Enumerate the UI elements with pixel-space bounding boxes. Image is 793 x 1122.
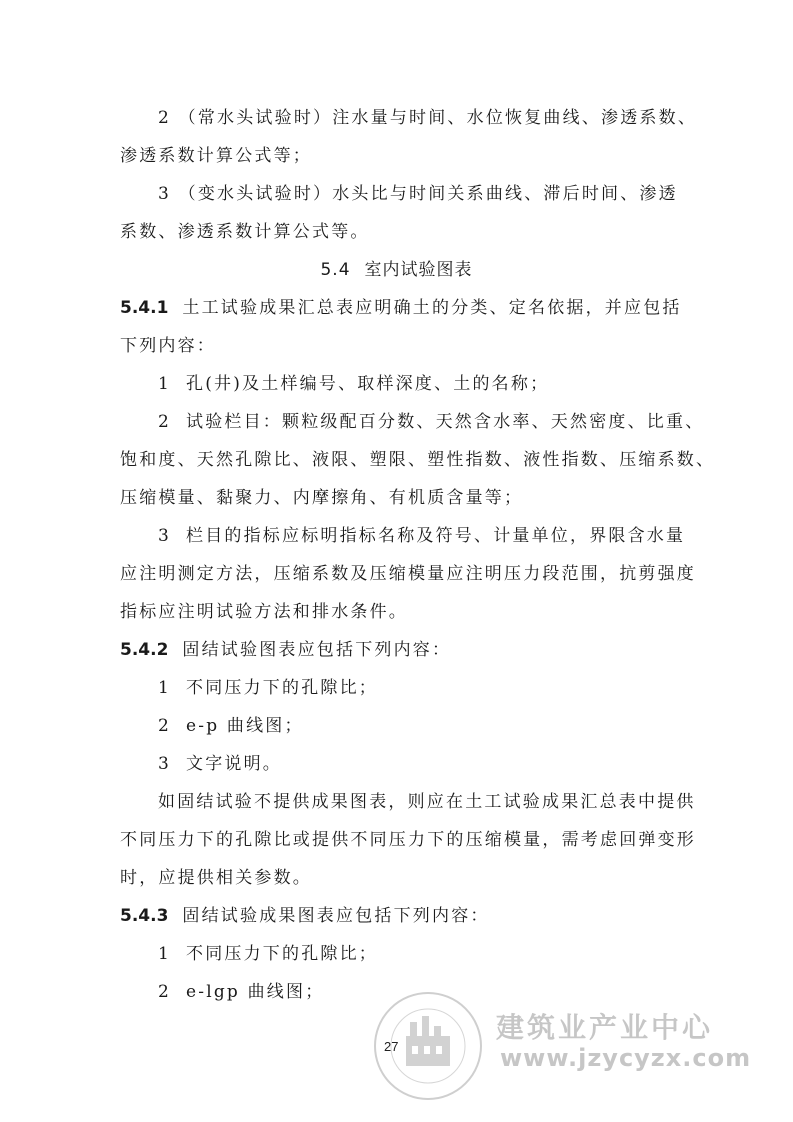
list-item [158, 753, 282, 775]
item-number: 2 [158, 982, 172, 1002]
clause-line [120, 905, 490, 927]
list-item [158, 525, 685, 547]
section-heading [0, 259, 793, 281]
text-line: 压缩模量、黏聚力、内摩擦角、有机质含量等； [120, 488, 524, 508]
page-number: 27 [384, 1039, 399, 1054]
clause-number: 5.4.1 [120, 298, 169, 318]
clause-number: 5.4.3 [120, 906, 169, 926]
clause-text: 固结试验成果图表应包括下列内容： [182, 906, 490, 926]
clause-text: 土工试验成果汇总表应明确土的分类、定名依据，并应包括 [182, 298, 682, 318]
item-text: 不同压力下的孔隙比； [186, 944, 378, 964]
text-line: 如固结试验不提供成果图表，则应在土工试验成果汇总表中提供 [158, 792, 696, 812]
text-line: 3 （变水头试验时）水头比与时间关系曲线、滞后时间、渗透 [158, 184, 678, 204]
text-line: 不同压力下的孔隙比或提供不同压力下的压缩模量，需考虑回弹变形 [120, 830, 696, 850]
text-line: 2 （常水头试验时）注水量与时间、水位恢复曲线、渗透系数、 [158, 108, 698, 128]
item-number: 1 [158, 374, 172, 394]
list-item [158, 943, 378, 965]
item-number: 2 [158, 716, 172, 736]
text-line: 指标应注明试验方法和排水条件。 [120, 602, 408, 622]
item-text: 栏目的指标应标明指标名称及符号、计量单位，界限含水量 [186, 526, 686, 546]
watermark-url: www.jzycyzx.com [500, 1044, 752, 1072]
item-text: e-lgp 曲线图； [186, 982, 325, 1002]
item-number: 1 [158, 678, 172, 698]
text-line: 时，应提供相关参数。 [120, 868, 312, 888]
list-item [158, 715, 304, 737]
item-text: 不同压力下的孔隙比； [186, 678, 378, 698]
item-number: 3 [158, 526, 172, 546]
item-text: 试验栏目：颗粒级配百分数、天然含水率、天然密度、比重、 [186, 412, 705, 432]
list-item [158, 373, 549, 395]
clause-number: 5.4.2 [120, 640, 169, 660]
watermark-title: 建筑业产业中心 [496, 1011, 714, 1044]
list-item [158, 411, 704, 433]
item-number: 1 [158, 944, 172, 964]
section-title: 室内试验图表 [364, 260, 473, 280]
text-line: 饱和度、天然孔隙比、液限、塑限、塑性指数、液性指数、压缩系数、 [120, 450, 716, 470]
text-line: 应注明测定方法，压缩系数及压缩模量应注明压力段范围，抗剪强度 [120, 564, 696, 584]
clause-line [120, 639, 451, 661]
section-number: 5.4 [320, 260, 351, 280]
item-text: 孔(井)及土样编号、取样深度、土的名称； [186, 374, 550, 394]
clause-line [120, 297, 682, 319]
text-line: 下列内容： [120, 336, 216, 356]
item-text: 文字说明。 [186, 754, 282, 774]
text-line: 系数、渗透系数计算公式等。 [120, 222, 370, 242]
item-number: 2 [158, 412, 172, 432]
item-text: e-p 曲线图； [186, 716, 304, 736]
item-number: 3 [158, 754, 172, 774]
clause-text: 固结试验图表应包括下列内容： [182, 640, 452, 660]
list-item [158, 677, 378, 699]
list-item [158, 981, 324, 1003]
text-line: 渗透系数计算公式等； [120, 146, 312, 166]
